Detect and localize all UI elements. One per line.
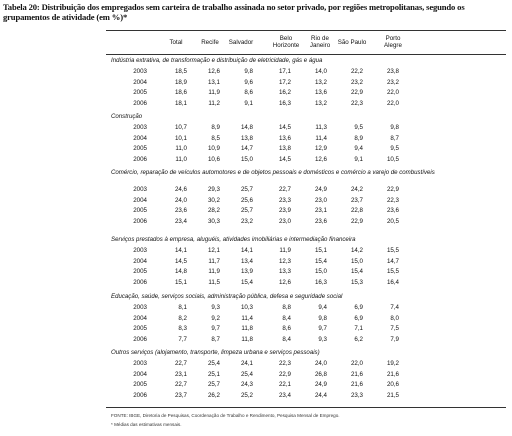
- value-cell: 20,5: [386, 217, 399, 225]
- value-cell: 7,5: [390, 325, 399, 332]
- year-cell: 2003: [133, 124, 147, 131]
- year-cell: 2003: [133, 360, 147, 367]
- year-cell: 2006: [133, 155, 147, 163]
- section-label: Indústria extrativa, de transformação e distribuição de eletricidade, gás e água: [111, 57, 323, 64]
- value-cell: 9,5: [390, 145, 399, 152]
- value-cell: 23,8: [386, 68, 399, 75]
- table-row: [106, 88, 506, 97]
- value-cell: 9,1: [354, 155, 363, 163]
- value-cell: 12,6: [314, 155, 327, 163]
- value-cell: 23,2: [386, 78, 399, 86]
- value-cell: 11,8: [241, 335, 253, 343]
- value-cell: 21,5: [386, 391, 399, 399]
- table-row: [106, 78, 506, 87]
- table-bottom-rule: [106, 407, 506, 408]
- table-row: [106, 303, 506, 312]
- table-row: [106, 217, 506, 226]
- year-cell: 2005: [133, 207, 147, 214]
- value-cell: 16,4: [386, 278, 399, 286]
- year-cell: 2006: [133, 217, 147, 225]
- value-cell: 22,0: [350, 360, 363, 367]
- table-row: [106, 134, 506, 143]
- value-cell: 23,6: [174, 207, 187, 214]
- value-cell: 22,9: [350, 89, 363, 96]
- year-cell: 2006: [133, 335, 147, 343]
- value-cell: 18,1: [174, 99, 187, 107]
- value-cell: 22,0: [386, 99, 399, 107]
- value-cell: 6,2: [354, 335, 363, 343]
- value-cell: 24,1: [240, 360, 253, 367]
- value-cell: 30,3: [207, 217, 220, 225]
- year-cell: 2005: [133, 268, 147, 275]
- value-cell: 15,0: [314, 268, 327, 275]
- value-cell: 15,4: [314, 257, 327, 265]
- value-cell: 30,2: [207, 196, 220, 204]
- value-cell: 18,6: [174, 89, 187, 96]
- value-cell: 9,8: [318, 314, 327, 322]
- value-cell: 12,3: [278, 257, 291, 265]
- column-header: Porto Alegre: [384, 35, 402, 49]
- value-cell: 14,0: [314, 68, 327, 75]
- value-cell: 13,1: [207, 78, 220, 86]
- value-cell: 23,4: [278, 391, 291, 399]
- year-cell: 2005: [133, 145, 147, 152]
- value-cell: 17,2: [278, 78, 291, 86]
- value-cell: 24,0: [174, 196, 187, 204]
- value-cell: 10,5: [386, 155, 399, 163]
- table-row: [106, 314, 506, 323]
- value-cell: 11,9: [208, 268, 220, 275]
- value-cell: 21,6: [386, 370, 399, 378]
- value-cell: 14,2: [350, 247, 363, 254]
- value-cell: 8,4: [282, 335, 291, 343]
- value-cell: 23,4: [174, 217, 187, 225]
- value-cell: 8,5: [211, 134, 220, 142]
- value-cell: 10,9: [207, 145, 220, 152]
- value-cell: 14,5: [174, 257, 187, 265]
- table-row: [106, 67, 506, 76]
- value-cell: 11,7: [208, 257, 220, 265]
- value-cell: 10,3: [240, 304, 253, 311]
- value-cell: 22,9: [350, 217, 363, 225]
- value-cell: 22,8: [350, 207, 363, 214]
- value-cell: 9,1: [244, 99, 253, 107]
- value-cell: 12,1: [207, 247, 220, 254]
- value-cell: 14,7: [240, 145, 253, 152]
- value-cell: 8,1: [178, 304, 187, 311]
- section-label: Construção: [111, 113, 143, 120]
- column-header: Total: [169, 39, 183, 46]
- value-cell: 12,9: [314, 145, 327, 152]
- table-row: [106, 267, 506, 276]
- year-cell: 2003: [133, 186, 147, 193]
- header-top-rule: [106, 30, 506, 31]
- value-cell: 8,7: [390, 134, 399, 142]
- value-cell: 22,2: [350, 68, 363, 75]
- header-bottom-rule: [106, 54, 506, 55]
- value-cell: 26,2: [207, 391, 220, 399]
- value-cell: 8,8: [282, 304, 291, 311]
- value-cell: 13,3: [278, 268, 291, 275]
- table-row: [106, 206, 506, 215]
- value-cell: 9,3: [318, 335, 327, 343]
- column-header: Belo Horizonte: [272, 35, 300, 49]
- year-cell: 2004: [133, 196, 147, 204]
- value-cell: 23,7: [174, 391, 187, 399]
- value-cell: 25,7: [240, 207, 253, 214]
- value-cell: 12,6: [207, 68, 220, 75]
- table-row: [106, 324, 506, 333]
- year-cell: 2004: [133, 370, 147, 378]
- value-cell: 11,4: [241, 314, 253, 322]
- value-cell: 9,3: [211, 304, 220, 311]
- value-cell: 8,9: [354, 134, 363, 142]
- value-cell: 24,3: [240, 381, 253, 388]
- year-cell: 2003: [133, 68, 147, 75]
- value-cell: 15,1: [314, 247, 327, 254]
- year-cell: 2003: [133, 304, 147, 311]
- value-cell: 16,2: [278, 89, 291, 96]
- footnote-source: FONTE: IBGE, Diretoria de Pesquisas, Coordenação de Trabalho e Rendimento, Pesquisa Mensal de Emprego.: [111, 413, 340, 418]
- year-cell: 2006: [133, 278, 147, 286]
- column-header: Rio de Janeiro: [309, 35, 331, 49]
- value-cell: 22,7: [278, 186, 291, 193]
- column-header: Salvador: [228, 39, 254, 46]
- value-cell: 23,2: [350, 78, 363, 86]
- value-cell: 25,4: [240, 370, 253, 378]
- value-cell: 25,4: [207, 360, 220, 367]
- value-cell: 25,7: [240, 186, 253, 193]
- table-row: [106, 185, 506, 194]
- value-cell: 25,2: [240, 391, 253, 399]
- year-cell: 2005: [133, 381, 147, 388]
- table-row: [106, 155, 506, 164]
- value-cell: 12,6: [278, 278, 291, 286]
- value-cell: 13,2: [314, 99, 327, 107]
- value-cell: 14,5: [278, 155, 291, 163]
- value-cell: 13,8: [278, 145, 291, 152]
- value-cell: 13,6: [278, 134, 291, 142]
- value-cell: 15,1: [174, 278, 187, 286]
- value-cell: 24,2: [350, 186, 363, 193]
- year-cell: 2005: [133, 325, 147, 332]
- value-cell: 13,8: [240, 134, 253, 142]
- value-cell: 7,9: [390, 335, 399, 343]
- value-cell: 23,7: [350, 196, 363, 204]
- value-cell: 21,6: [350, 370, 363, 378]
- value-cell: 23,2: [240, 217, 253, 225]
- value-cell: 6,9: [354, 314, 363, 322]
- value-cell: 9,8: [390, 124, 399, 131]
- value-cell: 23,1: [174, 370, 187, 378]
- value-cell: 23,9: [278, 207, 291, 214]
- section-label: Educação, saúde, serviços sociais, administração pública, defesa e seguridade social: [111, 293, 343, 300]
- value-cell: 9,8: [244, 68, 253, 75]
- value-cell: 7,4: [390, 304, 399, 311]
- value-cell: 24,4: [314, 391, 327, 399]
- value-cell: 23,6: [314, 217, 327, 225]
- value-cell: 8,2: [178, 314, 187, 322]
- value-cell: 13,2: [314, 78, 327, 86]
- value-cell: 14,1: [240, 247, 253, 254]
- value-cell: 22,0: [386, 89, 399, 96]
- value-cell: 11,3: [315, 124, 327, 131]
- value-cell: 14,1: [174, 247, 187, 254]
- value-cell: 11,0: [175, 145, 187, 152]
- value-cell: 23,1: [314, 207, 327, 214]
- value-cell: 15,0: [350, 257, 363, 265]
- table-row: [106, 359, 506, 368]
- value-cell: 11,2: [208, 99, 220, 107]
- value-cell: 23,3: [278, 196, 291, 204]
- value-cell: 8,0: [390, 314, 399, 322]
- value-cell: 22,9: [386, 186, 399, 193]
- value-cell: 25,1: [207, 370, 220, 378]
- section-label: Outros serviços (alojamento, transporte, limpeza urbana e serviços pessoais): [111, 349, 320, 356]
- table-row: [106, 257, 506, 266]
- value-cell: 23,0: [314, 196, 327, 204]
- value-cell: 8,9: [211, 124, 220, 131]
- value-cell: 22,3: [278, 360, 291, 367]
- value-cell: 13,9: [240, 268, 253, 275]
- value-cell: 23,0: [278, 217, 291, 225]
- value-cell: 9,7: [211, 325, 220, 332]
- year-cell: 2005: [133, 89, 147, 96]
- value-cell: 7,1: [354, 325, 363, 332]
- value-cell: 9,4: [354, 145, 363, 152]
- value-cell: 11,5: [208, 278, 220, 286]
- value-cell: 15,3: [350, 278, 363, 286]
- value-cell: 6,9: [354, 304, 363, 311]
- table-row: [106, 370, 506, 379]
- year-cell: 2006: [133, 99, 147, 107]
- value-cell: 11,4: [315, 134, 327, 142]
- value-cell: 14,7: [386, 257, 399, 265]
- value-cell: 16,3: [314, 278, 327, 286]
- value-cell: 18,5: [174, 68, 187, 75]
- value-cell: 14,5: [278, 124, 291, 131]
- value-cell: 11,9: [208, 89, 220, 96]
- table-title: Tabela 20: Distribuição dos empregados sem carteira de trabalho assinada no setor privado, por regiões metropolitanas, segundo os grupamentos de atividade (em %)*: [3, 2, 465, 22]
- value-cell: 29,3: [207, 186, 220, 193]
- table-row: [106, 380, 506, 389]
- value-cell: 22,9: [278, 370, 291, 378]
- year-cell: 2003: [133, 247, 147, 254]
- value-cell: 8,7: [211, 335, 220, 343]
- value-cell: 13,6: [314, 89, 327, 96]
- value-cell: 23,6: [386, 207, 399, 214]
- table-row: [106, 246, 506, 255]
- value-cell: 24,9: [314, 381, 327, 388]
- value-cell: 26,8: [314, 370, 327, 378]
- value-cell: 23,3: [350, 391, 363, 399]
- value-cell: 11,8: [241, 325, 253, 332]
- value-cell: 8,6: [244, 89, 253, 96]
- value-cell: 14,8: [240, 124, 253, 131]
- value-cell: 9,4: [318, 304, 327, 311]
- value-cell: 21,6: [350, 381, 363, 388]
- value-cell: 7,7: [178, 335, 187, 343]
- value-cell: 24,6: [174, 186, 187, 193]
- value-cell: 9,6: [244, 78, 253, 86]
- value-cell: 25,6: [240, 196, 253, 204]
- value-cell: 24,9: [314, 186, 327, 193]
- value-cell: 15,5: [386, 247, 399, 254]
- section-label: Comércio, reparação de veículos automotores e de objetos pessoais e domésticos e comércio a varejo de combustíveis: [111, 169, 435, 176]
- value-cell: 8,3: [178, 325, 187, 332]
- value-cell: 15,4: [240, 278, 253, 286]
- value-cell: 10,6: [207, 155, 220, 163]
- year-cell: 2004: [133, 78, 147, 86]
- value-cell: 24,0: [314, 360, 327, 367]
- value-cell: 11,0: [175, 155, 187, 163]
- value-cell: 8,6: [282, 325, 291, 332]
- value-cell: 9,2: [211, 314, 220, 322]
- footnote-note: * Médias das estimativas mensais.: [111, 422, 182, 427]
- value-cell: 15,5: [386, 268, 399, 275]
- value-cell: 9,7: [318, 325, 327, 332]
- year-cell: 2006: [133, 391, 147, 399]
- value-cell: 28,2: [207, 207, 220, 214]
- value-cell: 10,7: [174, 124, 187, 131]
- column-header: São Paulo: [337, 39, 367, 46]
- value-cell: 10,1: [174, 134, 187, 142]
- table-row: [106, 391, 506, 400]
- value-cell: 17,1: [278, 68, 291, 75]
- value-cell: 22,3: [386, 196, 399, 204]
- value-cell: 13,4: [240, 257, 253, 265]
- value-cell: 22,3: [350, 99, 363, 107]
- table-row: [106, 335, 506, 344]
- value-cell: 11,9: [279, 247, 291, 254]
- section-label: Serviços prestados à empresa, aluguéis, atividades imobiliárias e intermediação financeira: [111, 236, 356, 243]
- year-cell: 2004: [133, 257, 147, 265]
- column-header: Recife: [201, 39, 219, 46]
- value-cell: 14,8: [174, 268, 187, 275]
- table-row: [106, 196, 506, 205]
- value-cell: 22,7: [174, 360, 187, 367]
- value-cell: 16,3: [278, 99, 291, 107]
- value-cell: 8,4: [282, 314, 291, 322]
- value-cell: 22,7: [174, 381, 187, 388]
- year-cell: 2004: [133, 314, 147, 322]
- value-cell: 19,2: [386, 360, 399, 367]
- table-row: [106, 123, 506, 132]
- value-cell: 18,9: [174, 78, 187, 86]
- table-row: [106, 278, 506, 287]
- value-cell: 22,1: [278, 381, 291, 388]
- value-cell: 9,5: [354, 124, 363, 131]
- year-cell: 2004: [133, 134, 147, 142]
- value-cell: 15,0: [240, 155, 253, 163]
- value-cell: 25,7: [207, 381, 220, 388]
- table-row: [106, 144, 506, 153]
- value-cell: 15,4: [350, 268, 363, 275]
- value-cell: 20,6: [386, 381, 399, 388]
- table-row: [106, 99, 506, 108]
